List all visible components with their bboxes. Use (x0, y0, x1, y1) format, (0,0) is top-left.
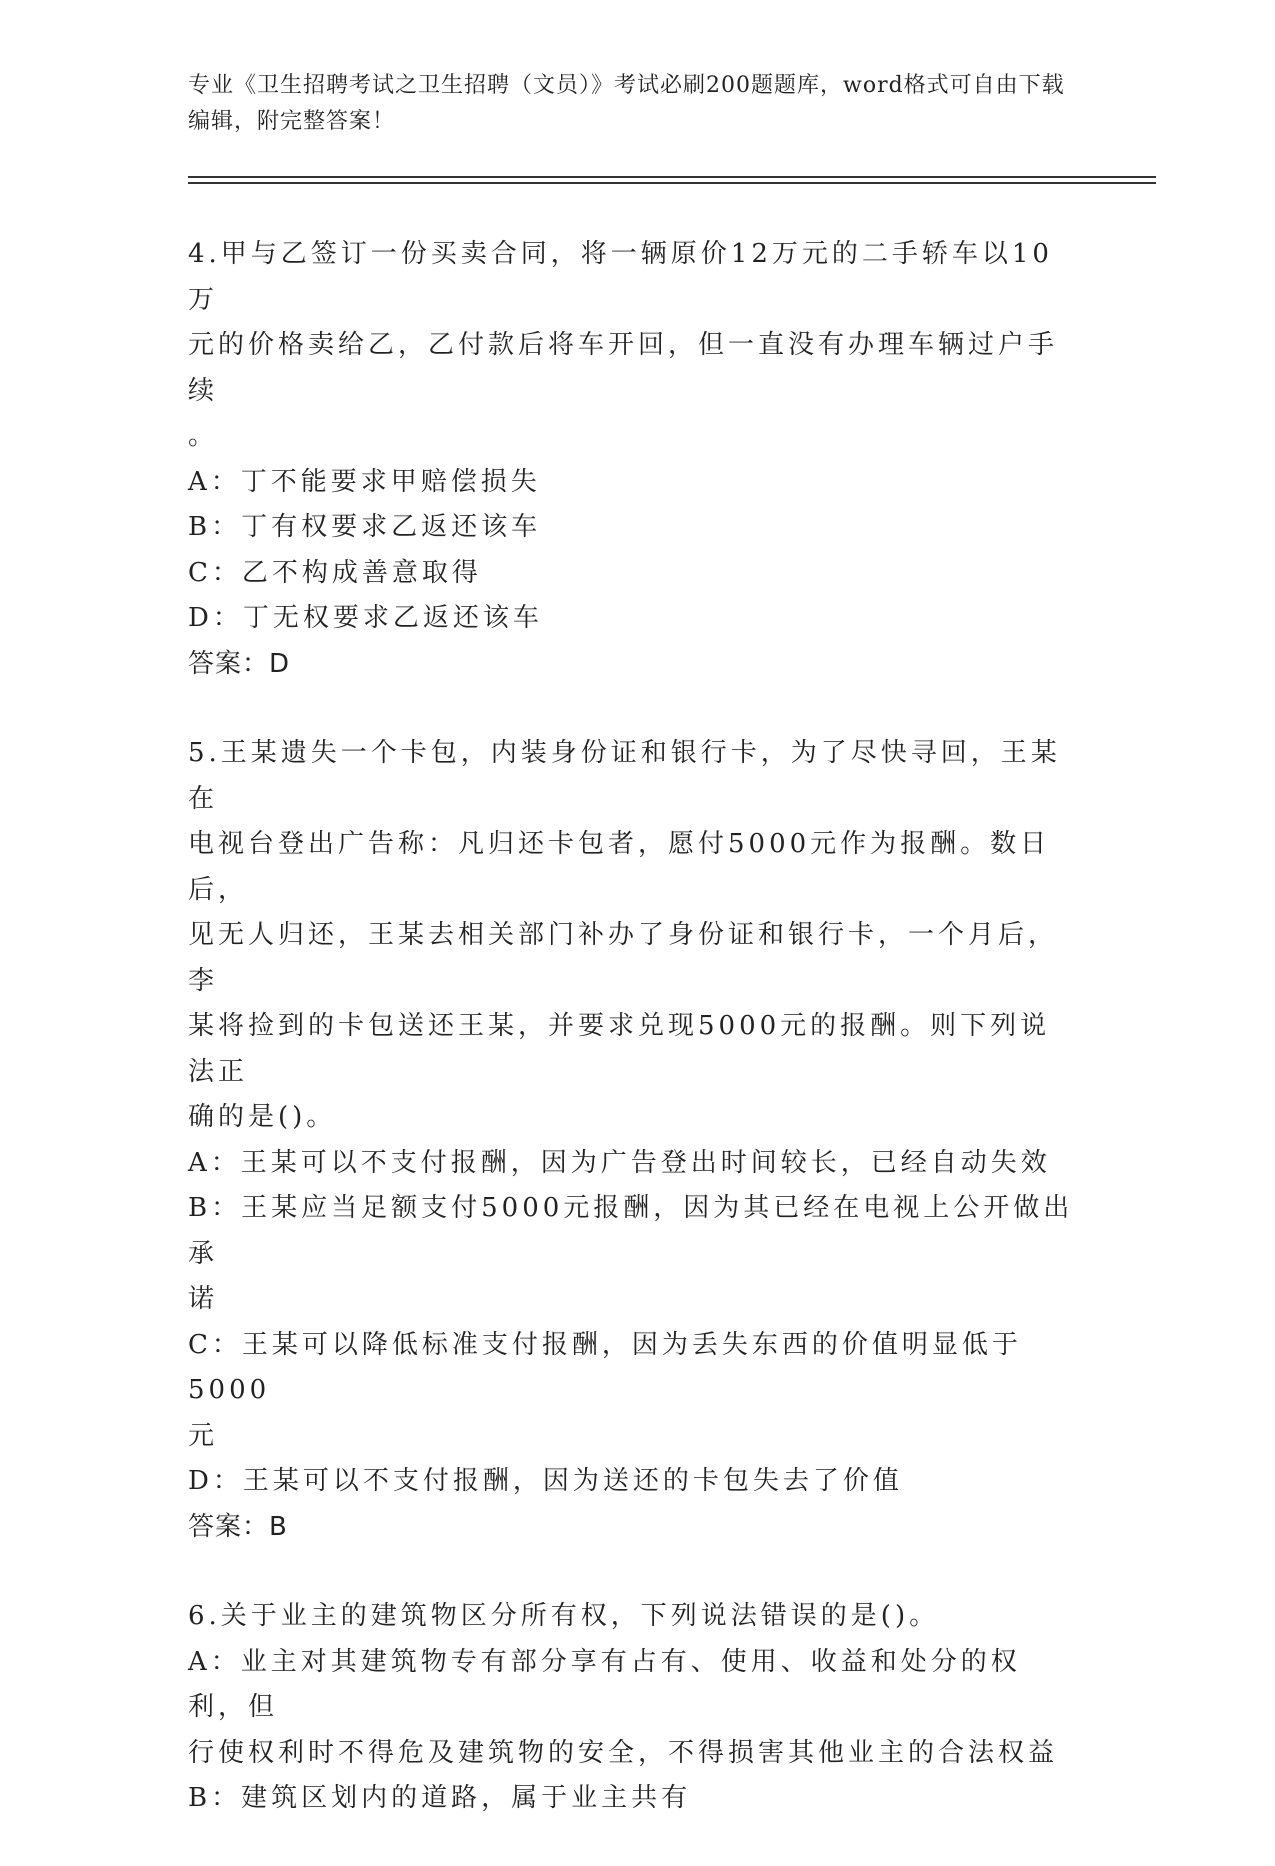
answer-option-line: A：王某可以不支付报酬，因为广告登出时间较长，已经自动失效 (188, 1147, 1051, 1178)
question-stem-line: 元的价格卖给乙，乙付款后将车开回，但一直没有办理车辆过户手续 (188, 330, 1059, 406)
question-stem-line: 5.王某遗失一个卡包，内装身份证和银行卡，为了尽快寻回，王某在 (188, 738, 1061, 814)
document-header (188, 68, 1068, 140)
question-stem-line: 。 (188, 421, 219, 451)
correct-answer: 答案：B (188, 1511, 288, 1542)
answer-option-line: B：建筑区划内的道路，属于业主共有 (188, 1783, 692, 1813)
question-list (188, 232, 1078, 1866)
question-block (188, 731, 1078, 1550)
answer-option-line: A：业主对其建筑物专有部分享有占有、使用、收益和处分的权利，但 (188, 1646, 1021, 1722)
answer-option-line: C：王某可以降低标准支付报酬，因为丢失东西的价值明显低于5000 (188, 1329, 1022, 1405)
question-stem-line: 4.甲与乙签订一份买卖合同，将一辆原价12万元的二手轿车以10万 (188, 239, 1053, 315)
question-stem-line: 某将捡到的卡包送还王某，并要求兑现5000元的报酬。则下列说法正 (188, 1011, 1051, 1087)
answer-option-line: B：王某应当足额支付5000元报酬，因为其已经在电视上公开做出承 (188, 1193, 1074, 1269)
question-stem-line: 见无人归还，王某去相关部门补办了身份证和银行卡，一个月后，李 (188, 920, 1059, 996)
answer-option-line: A：丁不能要求甲赔偿损失 (188, 466, 541, 497)
answer-option-line: 诺 (188, 1284, 219, 1314)
answer-option-line: D：王某可以不支付报酬，因为送还的卡包失去了价值 (188, 1466, 903, 1496)
correct-answer: 答案：D (188, 648, 291, 679)
question-stem-line: 电视台登出广告称：凡归还卡包者，愿付5000元作为报酬。数日后， (188, 829, 1051, 905)
answer-option-line: B：丁有权要求乙返还该车 (188, 512, 542, 542)
answer-option-line: 元 (188, 1420, 219, 1451)
question-stem-line: 6.关于业主的建筑物区分所有权，下列说法错误的是()。 (188, 1601, 940, 1631)
question-block (188, 1594, 1078, 1822)
answer-option-line: 行使权利时不得危及建筑物的安全，不得损害其他业主的合法权益 (188, 1737, 1059, 1768)
answer-option-line: D：丁无权要求乙返还该车 (188, 603, 543, 633)
question-block (188, 232, 1078, 687)
answer-option-line: C：乙不构成善意取得 (188, 557, 482, 588)
header-divider-bottom (188, 182, 1156, 184)
question-stem-line: 确的是()。 (188, 1102, 337, 1132)
header-divider-top (188, 176, 1156, 178)
header-title: 专业《卫生招聘考试之卫生招聘（文员）》考试必刷200题题库，word格式可自由下载编辑，附完整答案！ (188, 73, 1065, 134)
